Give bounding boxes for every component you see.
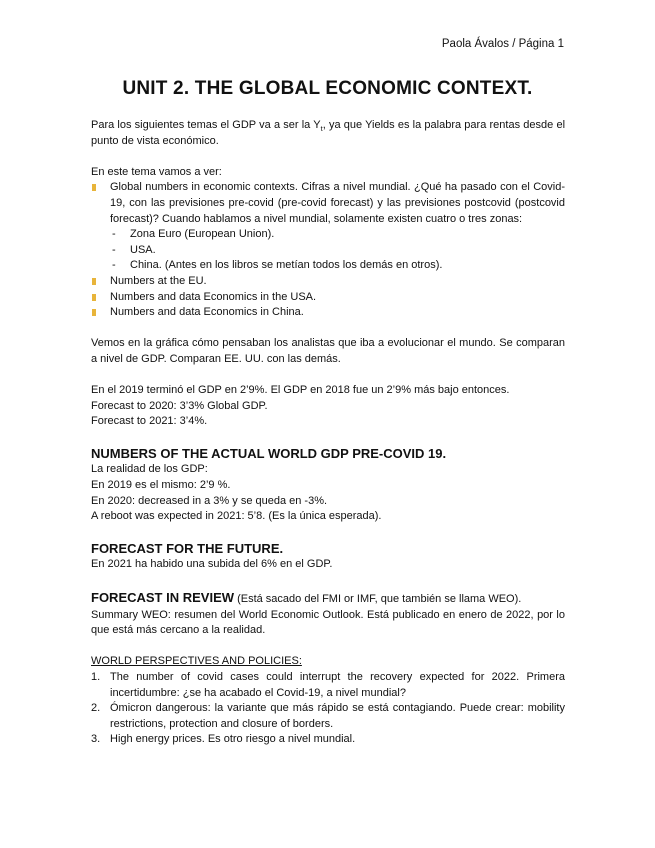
intro-paragraph [91,118,565,149]
topics-lead: En este tema vamos a ver: [91,165,222,178]
section-heading-perspectives: WORLD PERSPECTIVES AND POLICIES: [91,655,302,668]
future-line: En 2021 ha habido una subida del 6% en el GDP. [91,558,333,571]
list-item: Numbers and data Economics in China. [91,305,565,321]
review-heading-note: (Está sacado del FMI or IMF, que también se llama WEO). [234,592,522,605]
list-item: - China. (Antes en los libros se metían todos los demás en otros). [110,258,565,274]
section-heading-review [91,589,565,608]
zones-list [110,227,565,274]
gdp-line: Forecast to 2021: 3’4%. [91,415,208,428]
list-item [91,670,565,701]
item-number: 3. [91,733,101,746]
item-text: Ómicron dangerous: la variante que más rápido se está contagiando. Puede crear: mobility restrictions, protection and closure of borders. [110,702,565,730]
list-item [91,732,565,748]
intro-text-2: , ya que Yields es la palabra para rentas desde el punto de vista económico. [91,119,566,147]
list-item: Numbers at the EU. [91,274,565,290]
precovid-line: La realidad de los GDP: [91,463,208,476]
precovid-line: En 2019 es el mismo: 2’9 %. [91,479,231,492]
intro-subscript: t [320,124,323,134]
document-body [91,118,565,748]
section-heading-future: FORECAST FOR THE FUTURE. [91,541,284,557]
graph-paragraph: Vemos en la gráfica cómo pensaban los analistas que iba a evolucionar el mundo. Se comparan a nivel de GDP. Comparan EE. UU. con las demás. [91,337,565,365]
list-item [91,701,565,732]
precovid-line: En 2020: decreased in a 3% y se queda en -3%. [91,494,328,507]
item-text: High energy prices. Es otro riesgo a nivel mundial. [110,733,356,746]
item-number: 1. [91,671,101,683]
list-item: Numbers and data Economics in the USA. [91,290,565,306]
document-title: UNIT 2. THE GLOBAL ECONOMIC CONTEXT. [122,78,533,99]
gdp-line: En el 2019 terminó el GDP en 2’9%. El GDP en 2018 fue un 2’9% más bajo entonces. [91,384,510,397]
intro-text-1: Para los siguientes temas el GDP va a ser la Y [91,119,321,131]
section-heading-precovid: NUMBERS OF THE ACTUAL WORLD GDP PRE-COVID 19. [91,446,447,462]
gdp-line: Forecast to 2020: 3’3% Global GDP. [91,399,268,412]
list-item: - USA. [110,243,565,259]
topics-list [91,180,565,320]
perspectives-list [91,670,565,748]
list-item [91,180,565,274]
item-text: The number of covid cases could interrupt the recovery expected for 2022. Primera incertidumbre: ¿se ha acabado el Covid-19, a nivel mundial? [110,671,565,699]
page-header: Paola Ávalos / Página 1 [441,38,564,50]
review-heading-text: FORECAST IN REVIEW [91,589,235,605]
review-paragraph: Summary WEO: resumen del World Economic Outlook. Está publicado en enero de 2022, por lo que está más cercano a la realidad. [91,608,565,637]
list-item: - Zona Euro (European Union). [110,227,565,243]
topic-global-numbers: Global numbers in economic contexts. Cifras a nivel mundial. ¿Qué ha pasado con el Covid-19, con las previsiones pre-covid (pre-covid forecast) y las previsiones postcovid (postcovid forecast)? Cuando hablamos a nivel mundial, solamente existen cuatro o tres zonas: [110,181,565,225]
precovid-line: A reboot was expected in 2021: 5’8. (Es la única esperada). [91,510,382,523]
item-number: 2. [91,702,101,715]
